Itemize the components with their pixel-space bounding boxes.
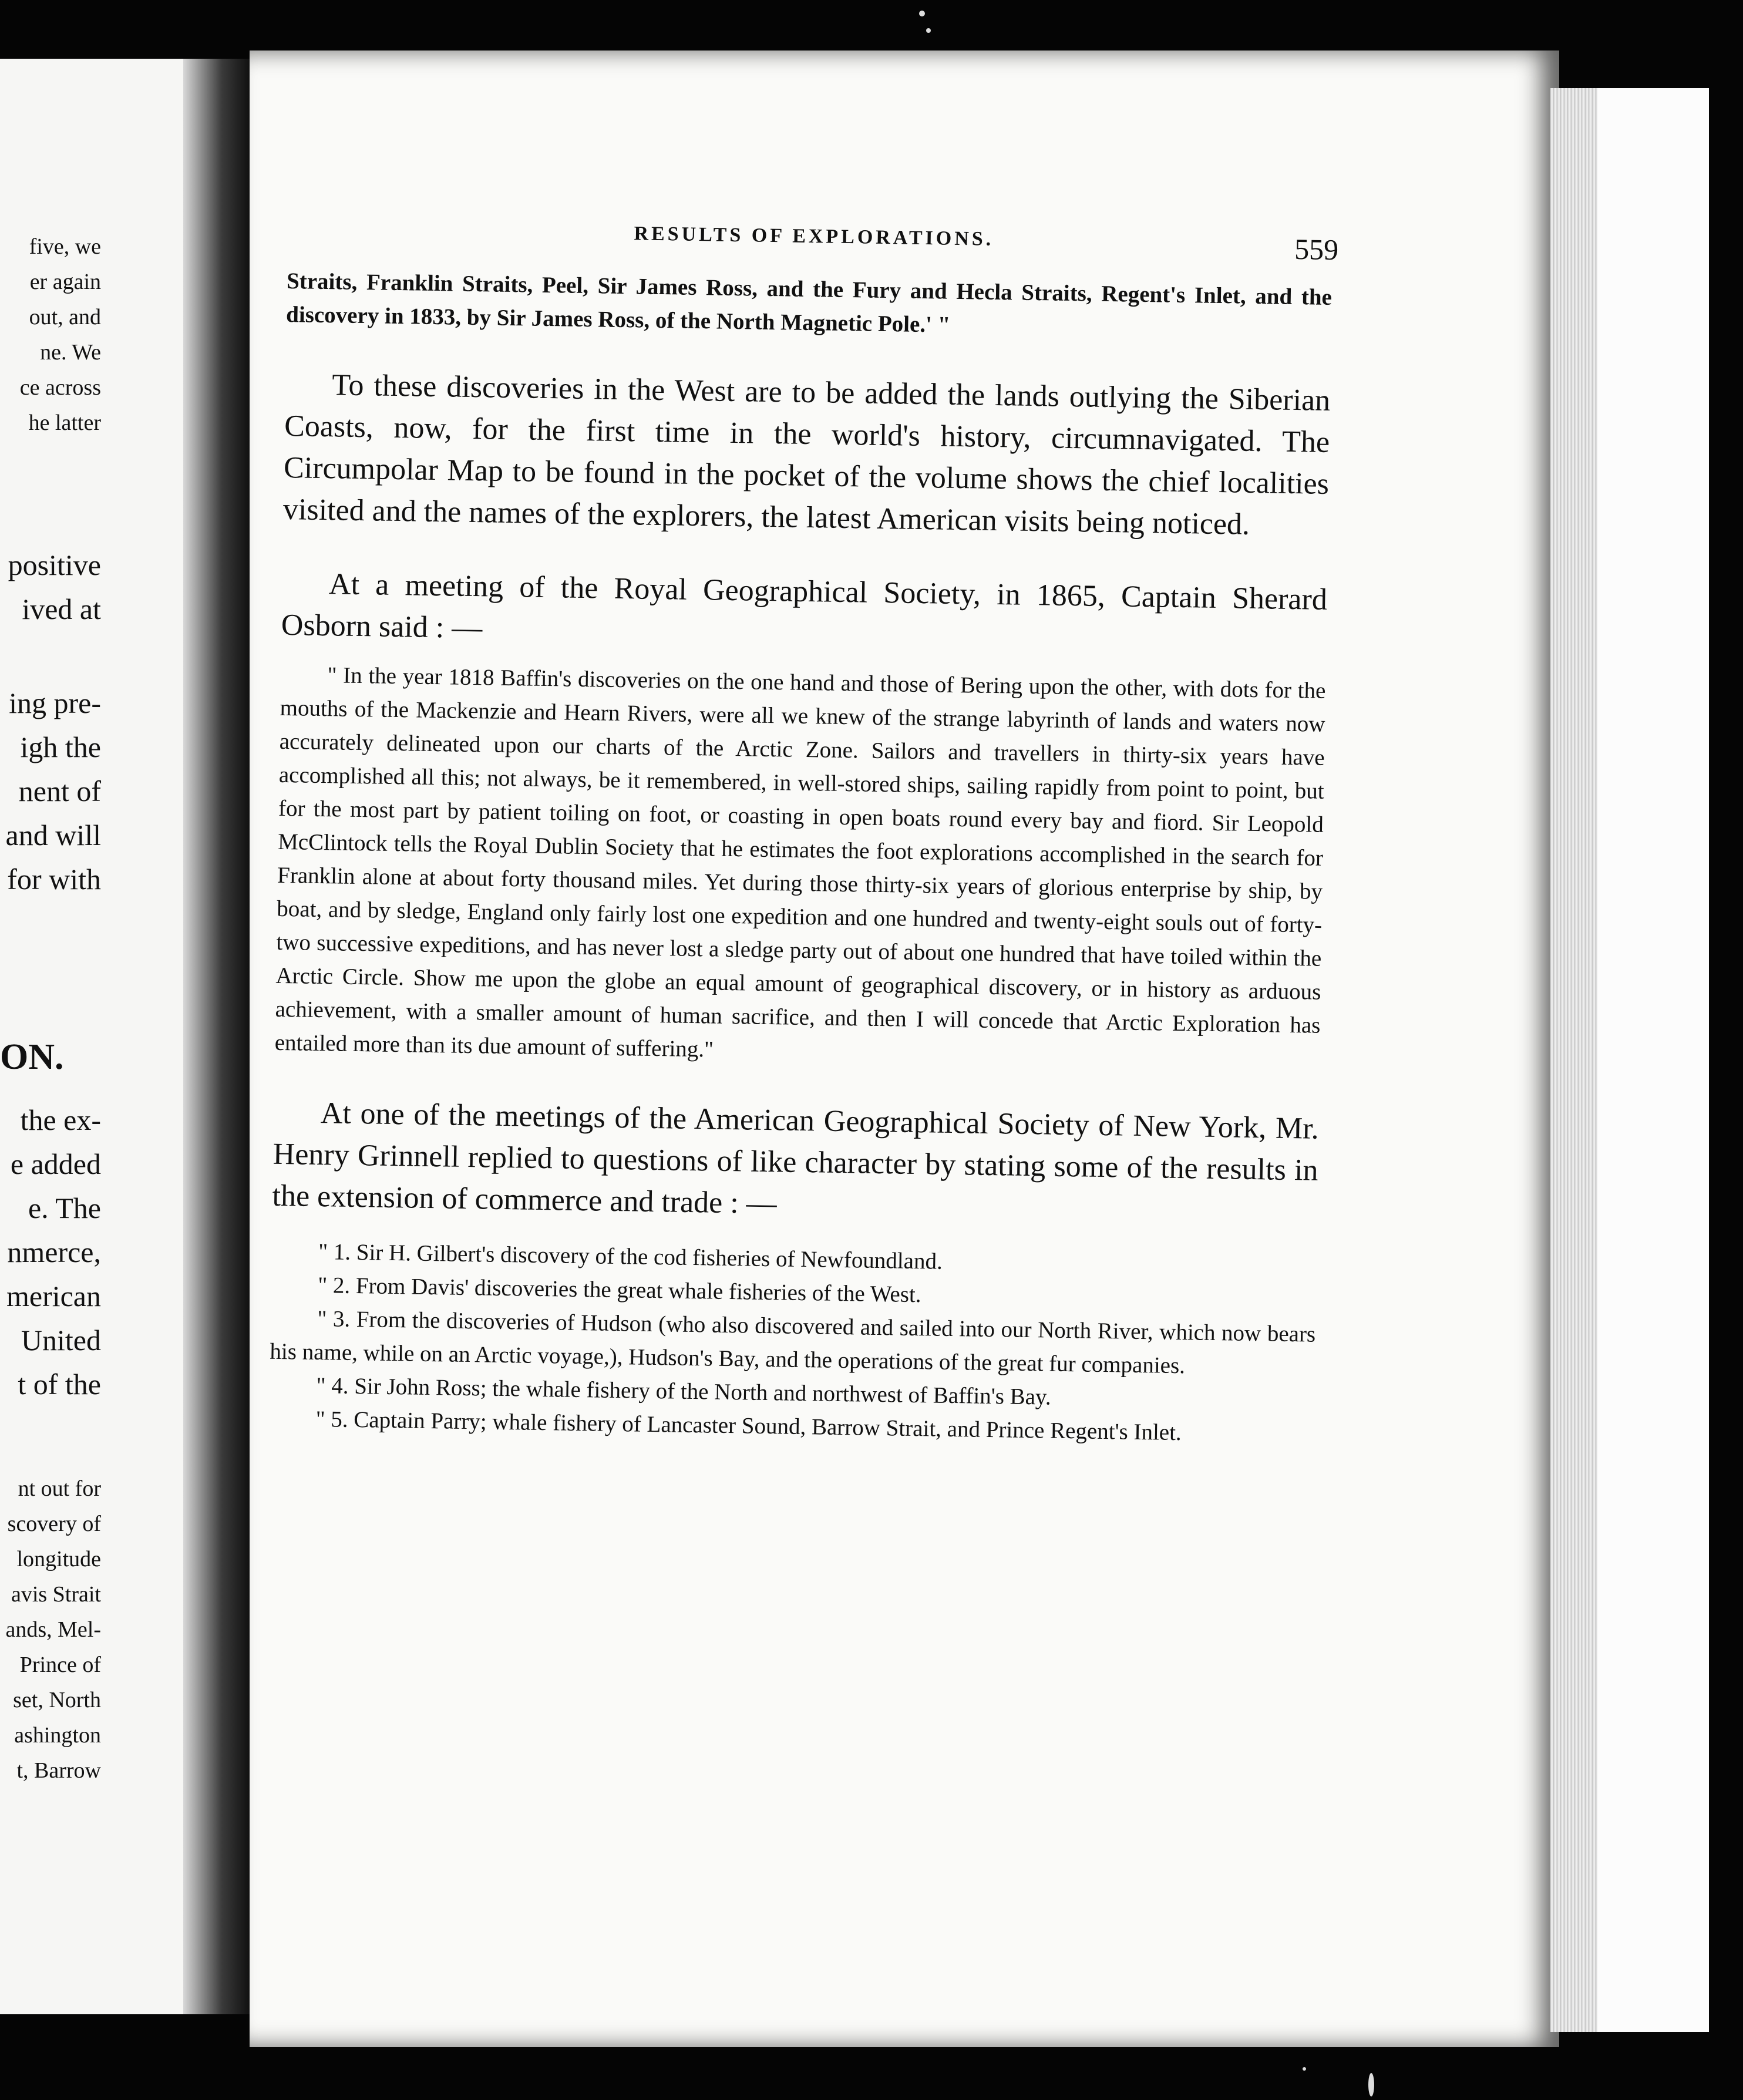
left-page-heading — [0, 1022, 101, 1092]
paragraph-west-discoveries: To these discoveries in the West are to be added the lands outlying the Siberian Coasts, now, for the first time in the world's history, circumnavigated. The Circumpolar Map to be found in the pocket of the volume shows the chief localities visited and the names of the explorers, the latest American visits being noticed. — [282, 368, 1331, 541]
running-head-title: RESULTS OF EXPLORATIONS. — [634, 223, 994, 250]
left-page-text — [0, 1471, 101, 1788]
left-page-text — [0, 681, 101, 901]
book-gutter — [183, 59, 254, 2014]
list-item: " 3. From the discoveries of Hudson (who also discovered and sailed into our North River, which now bears his name, while on an Arctic voyage,), Hudson's Bay, and the operations of the great fur companies. — [270, 1306, 1316, 1379]
left-line: five, we — [29, 234, 101, 259]
opening-quote-continuation: Straits, Franklin Straits, Peel, Sir James Ross, and the Fury and Hecla Straits, Regent's Inlet, and the discovery in 1833, by Sir James Ross, of the North Magnetic Pole.' " — [285, 268, 1333, 338]
left-page-text — [0, 543, 101, 631]
list-item: " 5. Captain Parry; whale fishery of Lancaster Sound, Barrow Strait, and Prince Regent's Inlet. — [315, 1406, 1182, 1446]
left-line: United — [21, 1324, 101, 1357]
left-line: longitude — [16, 1547, 101, 1571]
osborn-quote: " In the year 1818 Baffin's discoveries on the one hand and those of Bering upon the other, with dots for the mouths of the Mackenzie and Hearn Rivers, were all we knew of the strange labyrinth of lands and waters now accurately delineated upon our charts of the Arctic Zone. Sailors and travellers in thirty-six years have accomplished all this; not always, be it remembered, in well-stored ships, sailing rapidly from point to point, but for the most part by patient toiling on foot, or coasting in open boats round every bay and fiord. Sir Leopold McClintock tells the Royal Dublin Society that he estimates the foot explorations accomplished in the search for Franklin alone at about forty thousand miles. Yet during those thirty-six years of glorious enterprise by ship, by boat, and by sledge, England only fairly lost one expedition and one hundred and twenty-eight souls out of forty-two successive expeditions, and has never lost a sledge party out of about one hundred that have toiled within the Arctic Circle. Show me upon the globe an equal amount of geographical discovery, or in history as arduous achievement, with a smaller amount of human sacrifice, and then I will concede that Arctic Exploration has entailed more than its due amount of suffering." — [274, 662, 1326, 1062]
left-line: ands, Mel- — [5, 1617, 101, 1642]
left-line: and will — [5, 819, 101, 852]
left-line: positive — [8, 548, 101, 581]
left-line: nt out for — [18, 1476, 101, 1501]
left-line: scovery of — [7, 1512, 101, 1536]
left-line: ived at — [22, 593, 101, 625]
left-page-text — [0, 229, 101, 440]
paragraph-royal-geographical: At a meeting of the Royal Geographical Society, in 1865, Captain Sherard Osborn said : — — [281, 567, 1328, 645]
left-page-text — [0, 1098, 101, 1406]
left-line: ing pre- — [9, 686, 101, 719]
left-line: the ex- — [20, 1103, 101, 1136]
left-line: igh the — [20, 731, 101, 763]
page-margin-right — [1597, 88, 1709, 2032]
left-line: Prince of — [19, 1653, 101, 1677]
paragraph-american-geographical: At one of the meetings of the American Geographical Society of New York, Mr. Henry Grinnell replied to questions of like character by stating some of the results in the extension of commerce and trade : — — [272, 1096, 1320, 1221]
left-line: nent of — [18, 775, 101, 807]
left-line: out, and — [29, 305, 101, 329]
left-line: ne. We — [40, 340, 101, 365]
page-number: 559 — [1294, 232, 1339, 267]
left-line: set, North — [13, 1688, 101, 1712]
left-line: for with — [7, 863, 101, 896]
left-line: he latter — [28, 410, 101, 435]
left-line: avis Strait — [11, 1582, 101, 1607]
left-line: e added — [10, 1147, 101, 1180]
page-content — [268, 211, 1339, 1452]
left-line: t, Barrow — [16, 1758, 101, 1783]
left-line: er again — [29, 270, 101, 294]
left-line: ce across — [19, 375, 101, 400]
list-item: " 4. Sir John Ross; the whale fishery of the North and northwest of Baffin's Bay. — [316, 1373, 1052, 1410]
page-edges — [1550, 88, 1597, 2032]
left-line: t of the — [18, 1368, 101, 1401]
left-line: e. The — [28, 1192, 101, 1224]
list-item: " 2. From Davis' discoveries the great whale fisheries of the West. — [317, 1273, 921, 1308]
left-line: nmerce, — [7, 1236, 101, 1268]
left-line: ashington — [14, 1723, 101, 1748]
list-item: " 1. Sir H. Gilbert's discovery of the cod fisheries of Newfoundland. — [318, 1239, 943, 1274]
left-line: merican — [6, 1280, 101, 1312]
left-heading-fragment: ON. — [0, 1037, 64, 1077]
